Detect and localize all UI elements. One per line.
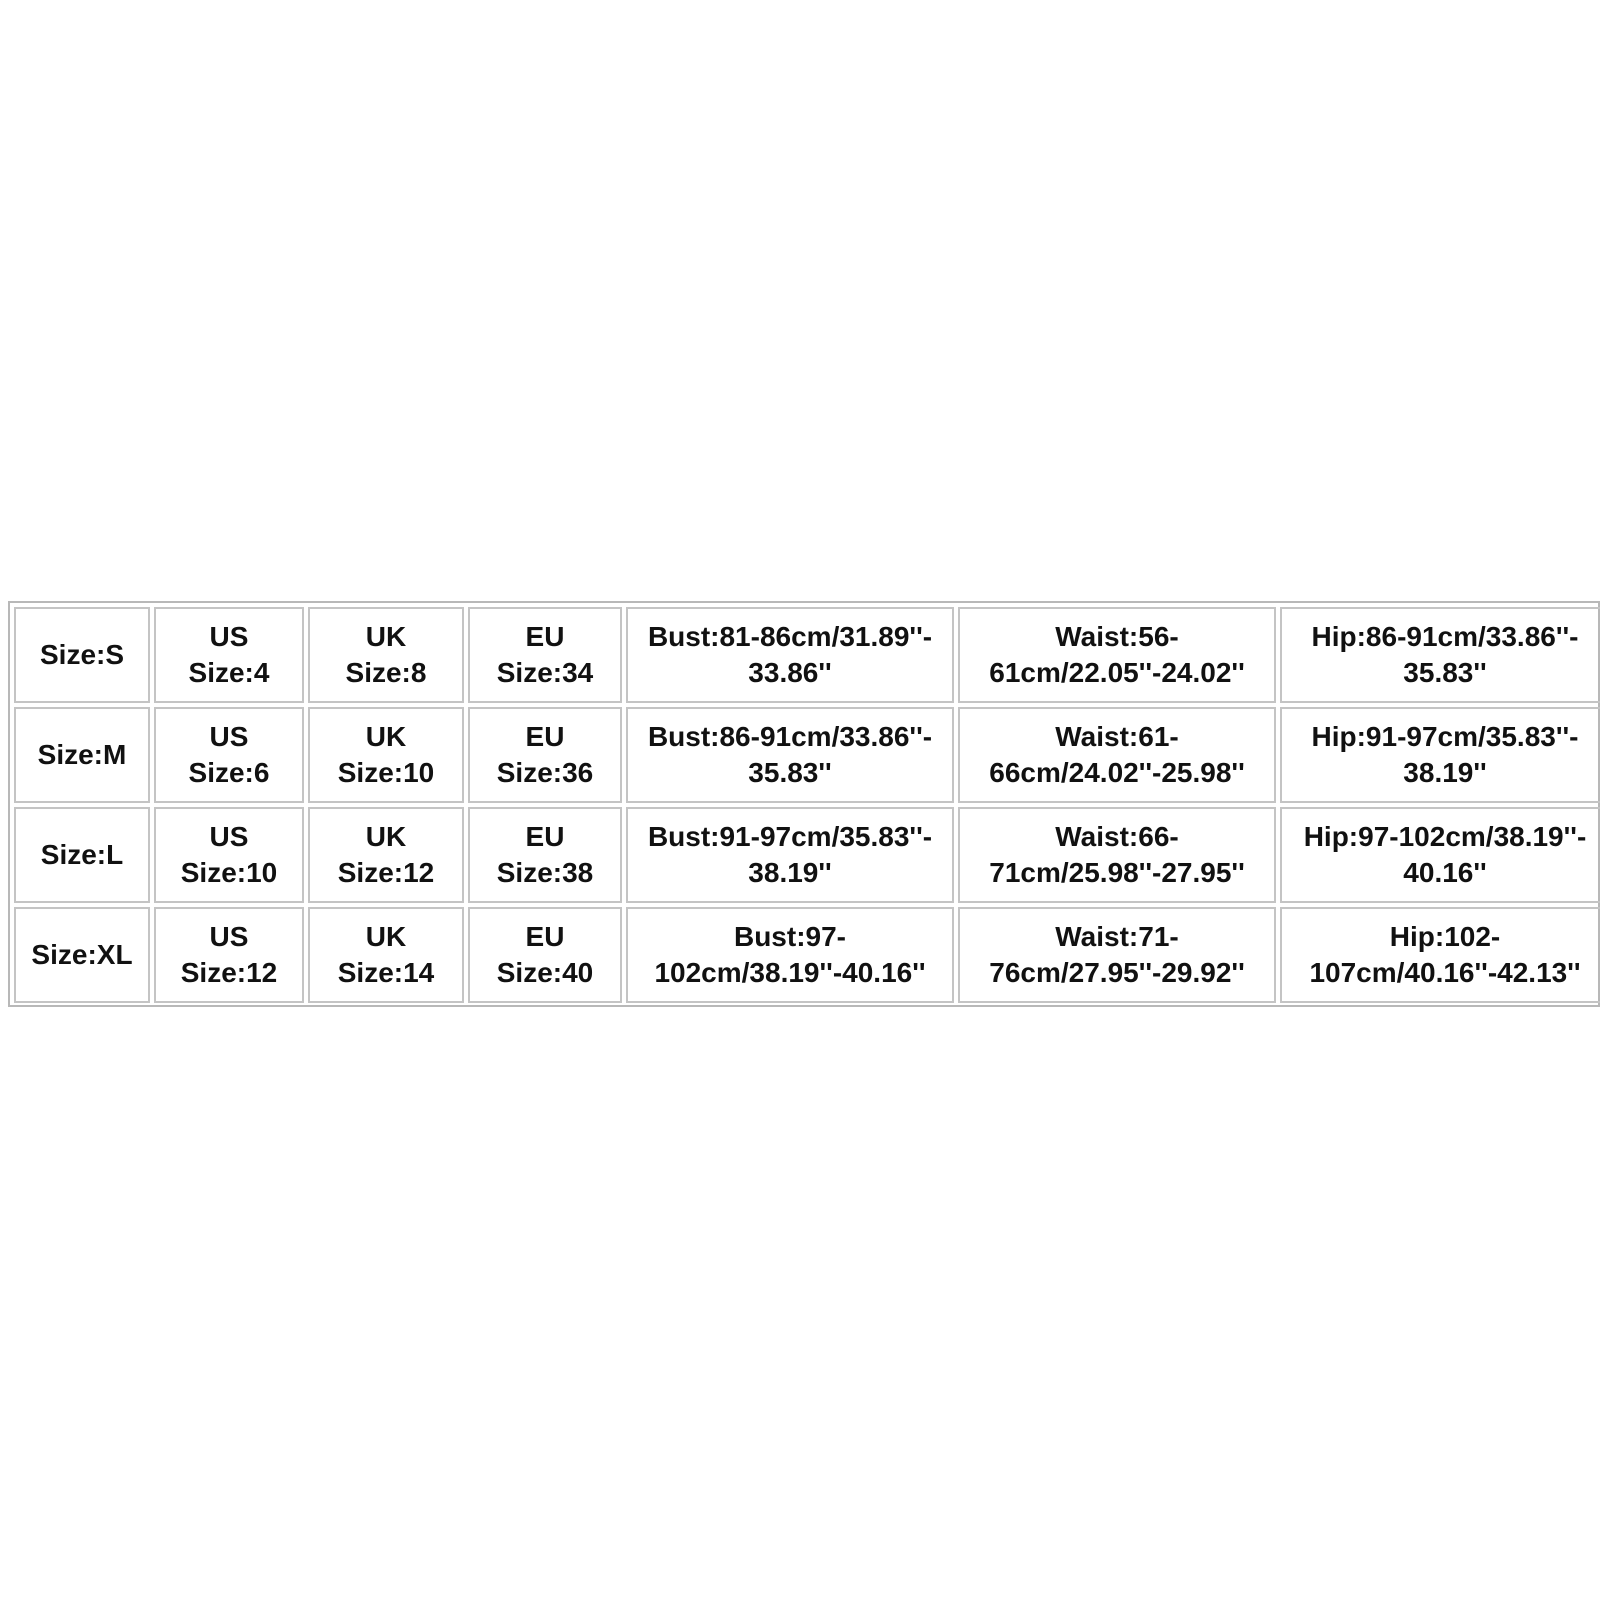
us-label: US (209, 921, 249, 952)
table-row (14, 807, 1600, 903)
uk-size-cell (308, 907, 464, 1003)
size-chart (8, 601, 1600, 1007)
uk-size-cell (308, 707, 464, 803)
eu-size-cell (468, 707, 622, 803)
eu-size-value: Size:36 (496, 757, 594, 788)
bust-cell (626, 807, 954, 903)
waist-line-1: Waist:56- (1055, 621, 1179, 652)
size-label: Size:S (39, 639, 125, 670)
size-cell (14, 907, 150, 1003)
bust-line-1: Bust:86-91cm/33.86''- (647, 721, 933, 752)
eu-label: EU (525, 921, 565, 952)
hip-line-1: Hip:97-102cm/38.19''- (1303, 821, 1587, 852)
waist-line-2: 61cm/22.05''-24.02'' (989, 657, 1245, 688)
eu-size-cell (468, 607, 622, 703)
waist-cell (958, 807, 1276, 903)
eu-label: EU (525, 621, 565, 652)
us-size-cell (154, 807, 304, 903)
bust-line-2: 35.83'' (748, 757, 832, 788)
uk-label: UK (365, 721, 407, 752)
eu-size-value: Size:38 (496, 857, 594, 888)
eu-size-cell (468, 907, 622, 1003)
waist-cell (958, 907, 1276, 1003)
eu-size-value: Size:34 (496, 657, 594, 688)
bust-line-2: 38.19'' (748, 857, 832, 888)
bust-line-1: Bust:81-86cm/31.89''- (647, 621, 933, 652)
uk-label: UK (365, 821, 407, 852)
size-cell (14, 607, 150, 703)
us-label: US (209, 621, 249, 652)
eu-size-cell (468, 807, 622, 903)
hip-cell (1280, 707, 1600, 803)
bust-cell (626, 607, 954, 703)
waist-line-2: 76cm/27.95''-29.92'' (989, 957, 1245, 988)
size-chart-table (10, 603, 1600, 1007)
size-cell (14, 807, 150, 903)
eu-label: EU (525, 821, 565, 852)
waist-cell (958, 607, 1276, 703)
us-label: US (209, 821, 249, 852)
bust-cell (626, 707, 954, 803)
waist-cell (958, 707, 1276, 803)
bust-line-2: 33.86'' (748, 657, 832, 688)
hip-line-2: 107cm/40.16''-42.13'' (1309, 957, 1581, 988)
size-label: Size:M (37, 739, 127, 770)
waist-line-1: Waist:61- (1055, 721, 1179, 752)
eu-label: EU (525, 721, 565, 752)
hip-line-1: Hip:86-91cm/33.86''- (1311, 621, 1579, 652)
bust-cell (626, 907, 954, 1003)
bust-line-2: 102cm/38.19''-40.16'' (654, 957, 926, 988)
us-label: US (209, 721, 249, 752)
hip-cell (1280, 907, 1600, 1003)
waist-line-1: Waist:71- (1055, 921, 1179, 952)
uk-size-value: Size:14 (337, 957, 435, 988)
bust-line-1: Bust:97- (733, 921, 846, 952)
hip-line-2: 38.19'' (1403, 757, 1487, 788)
uk-size-cell (308, 607, 464, 703)
table-row (14, 607, 1600, 703)
us-size-value: Size:4 (188, 657, 270, 688)
waist-line-1: Waist:66- (1055, 821, 1179, 852)
uk-size-value: Size:10 (337, 757, 435, 788)
table-row (14, 707, 1600, 803)
us-size-cell (154, 907, 304, 1003)
us-size-cell (154, 607, 304, 703)
uk-label: UK (365, 621, 407, 652)
us-size-cell (154, 707, 304, 803)
hip-cell (1280, 807, 1600, 903)
size-cell (14, 707, 150, 803)
us-size-value: Size:6 (188, 757, 270, 788)
eu-size-value: Size:40 (496, 957, 594, 988)
uk-size-value: Size:12 (337, 857, 435, 888)
waist-line-2: 71cm/25.98''-27.95'' (989, 857, 1245, 888)
us-size-value: Size:10 (180, 857, 278, 888)
bust-line-1: Bust:91-97cm/35.83''- (647, 821, 933, 852)
uk-label: UK (365, 921, 407, 952)
uk-size-cell (308, 807, 464, 903)
uk-size-value: Size:8 (345, 657, 427, 688)
waist-line-2: 66cm/24.02''-25.98'' (989, 757, 1245, 788)
size-label: Size:XL (31, 939, 133, 970)
hip-line-2: 40.16'' (1403, 857, 1487, 888)
us-size-value: Size:12 (180, 957, 278, 988)
size-label: Size:L (40, 839, 124, 870)
hip-line-1: Hip:102- (1389, 921, 1501, 952)
table-row (14, 907, 1600, 1003)
hip-line-1: Hip:91-97cm/35.83''- (1311, 721, 1579, 752)
hip-cell (1280, 607, 1600, 703)
hip-line-2: 35.83'' (1403, 657, 1487, 688)
